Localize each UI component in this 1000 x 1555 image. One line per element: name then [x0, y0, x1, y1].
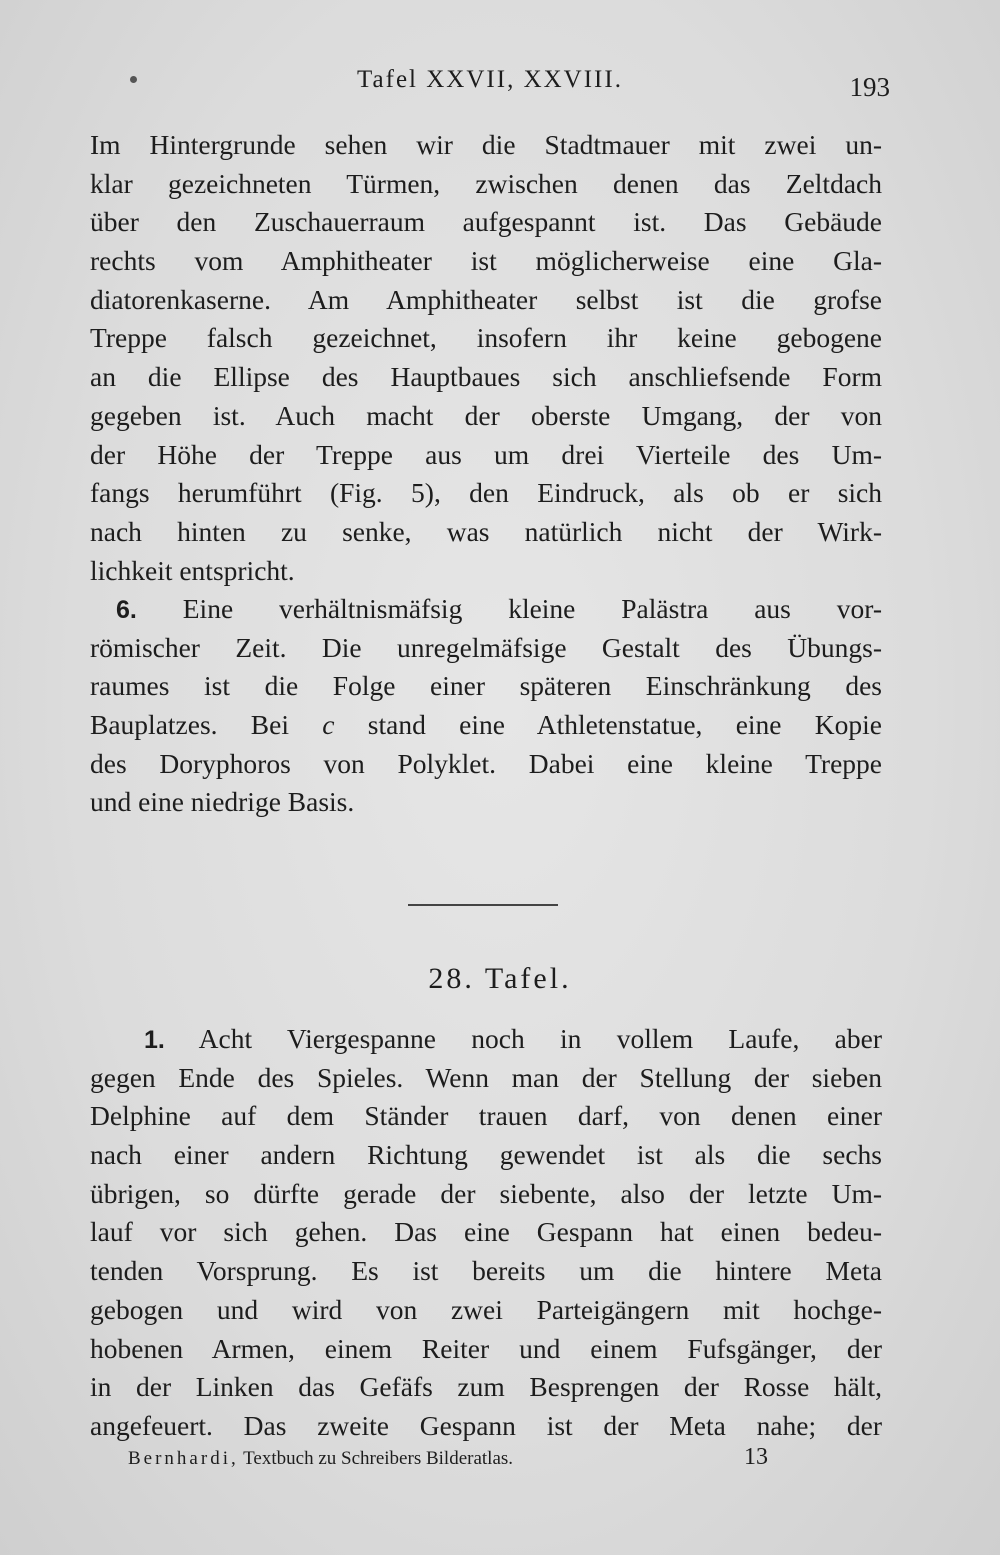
text-line: und eine niedrige Basis. — [90, 786, 355, 818]
text-line: an die Ellipse des Hauptbaues sich anschliefsende Form — [90, 361, 882, 393]
paragraph-2 — [90, 590, 882, 822]
page-header — [90, 62, 890, 102]
text-fragment: Bauplatzes. Bei — [90, 709, 323, 741]
text-fragment: Acht Viergespanne noch in vollem Laufe, aber — [198, 1023, 882, 1054]
text-line — [90, 706, 882, 745]
text-line: tenden Vorsprung. Es ist bereits um die hintere Meta — [90, 1255, 882, 1287]
section-heading: 28. Tafel. — [428, 962, 572, 995]
text-line: diatorenkaserne. Am Amphitheater selbst ist die grofse — [90, 283, 882, 315]
text-line: hobenen Armen, einem Reiter und einem Fufsgänger, der — [90, 1332, 882, 1364]
footer-book-title: Textbuch zu Schreibers Bilderatlas. — [243, 1448, 514, 1469]
page-number: 193 — [849, 72, 890, 102]
text-line: Im Hintergrunde sehen wir die Stadtmauer mit zwei un- — [90, 129, 882, 160]
text-line: Delphine auf dem Ständer trauen darf, von denen einer — [90, 1100, 882, 1132]
text-line: nach einer andern Richtung gewendet ist als die sechs — [90, 1139, 882, 1171]
text-line: römischer Zeit. Die unregelmäfsige Gestalt des Übungs- — [90, 631, 882, 663]
text-line: in der Linken das Gefäfs zum Besprengen der Rosse hält, — [90, 1371, 882, 1403]
text-line: über den Zuschauerraum aufgespannt ist. Das Gebäude — [90, 206, 882, 238]
item-number: 6. — [116, 596, 137, 624]
text-line: nach hinten zu senke, was natürlich nicht der Wirk- — [90, 515, 882, 547]
text-line: rechts vom Amphitheater ist möglicherweise eine Gla- — [90, 245, 882, 277]
paragraph-1 — [90, 126, 882, 590]
text-line: raumes ist die Folge einer späteren Einschränkung des — [90, 670, 882, 702]
text-fragment: Eine verhältnismäfsig kleine Palästra aus vor- — [182, 593, 882, 624]
text-line: übrigen, so dürfte gerade der siebente, also der letzte Um- — [90, 1177, 882, 1209]
text-line: der Höhe der Treppe aus um drei Vierteile des Um- — [90, 438, 882, 470]
text-line: klar gezeichneten Türmen, zwischen denen das Zeltdach — [90, 167, 882, 199]
running-title: Tafel XXVII, XXVIII. — [357, 66, 623, 93]
paragraph-3 — [90, 1020, 882, 1446]
signature-mark: 13 — [744, 1444, 768, 1470]
text-line: gegeben ist. Auch macht der oberste Umgang, der von — [90, 399, 882, 431]
text-line: lauf vor sich gehen. Das eine Gespann hat einen bedeu- — [90, 1216, 882, 1248]
label-letter: c — [322, 709, 335, 741]
text-fragment: stand eine Athletenstatue, eine Kopie — [334, 709, 882, 741]
text-line: gebogen und wird von zwei Parteigängern mit hochge- — [90, 1293, 882, 1325]
text-line: gegen Ende des Spieles. Wenn man der Stellung der sieben — [90, 1061, 882, 1093]
text-line — [90, 1020, 882, 1059]
text-line: des Doryphoros von Polyklet. Dabei eine kleine Treppe — [90, 747, 882, 779]
footer-author: Bernhardi, — [128, 1448, 239, 1469]
item-number: 1. — [144, 1026, 165, 1054]
text-line: Treppe falsch gezeichnet, insofern ihr keine gebogene — [90, 322, 882, 354]
text-line: angefeuert. Das zweite Gespann ist der Meta nahe; der — [90, 1409, 882, 1441]
text-line: fangs herumführt (Fig. 5), den Eindruck, als ob er sich — [90, 477, 882, 509]
section-divider — [408, 904, 558, 906]
page-footer — [128, 1444, 768, 1482]
text-line — [90, 590, 882, 629]
text-line: lichkeit entspricht. — [90, 554, 295, 586]
